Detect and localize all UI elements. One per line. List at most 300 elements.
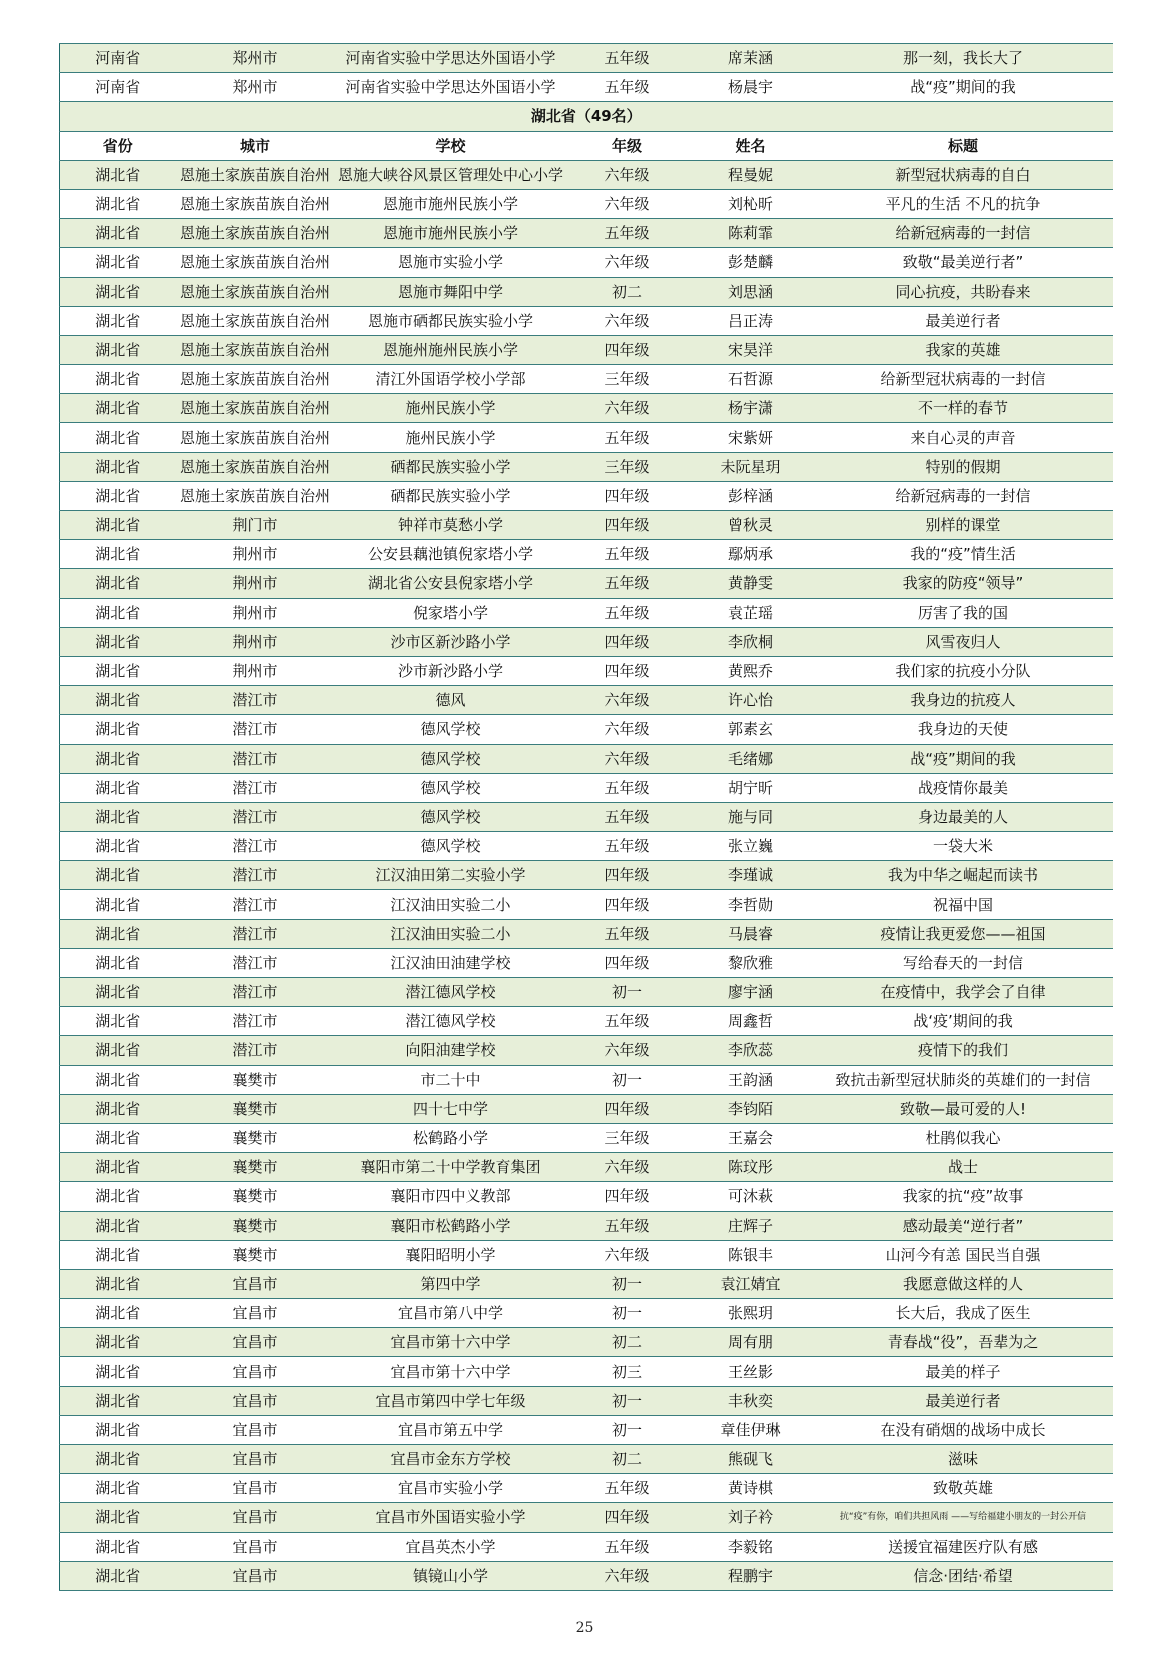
- table-cell: 在疫情中，我学会了自律: [814, 978, 1113, 1007]
- table-row: [60, 948, 1113, 977]
- table-cell: 杨宇潇: [688, 394, 814, 423]
- table-cell: 荆州市: [176, 569, 335, 598]
- table-cell: 恩施土家族苗族自治州: [176, 219, 335, 248]
- table-row: [60, 365, 1113, 394]
- table-row: [60, 1269, 1113, 1298]
- table-cell: 江汉油田第二实验小学: [335, 861, 567, 890]
- table-cell: 长大后，我成了医生: [814, 1299, 1113, 1328]
- table-cell: 湖北省: [60, 306, 176, 335]
- table-cell: 战“疫”期间的我: [814, 73, 1113, 102]
- table-cell: 初二: [567, 1328, 688, 1357]
- table-cell: 李钧陌: [688, 1094, 814, 1123]
- table-cell: 我家的抗“疫”故事: [814, 1182, 1113, 1211]
- column-header: 学校: [335, 131, 567, 160]
- table-cell: 李瑾诚: [688, 861, 814, 890]
- table-cell: 湖北省: [60, 1561, 176, 1590]
- table-cell: 恩施土家族苗族自治州: [176, 277, 335, 306]
- column-header: 省份: [60, 131, 176, 160]
- table-cell: 四年级: [567, 948, 688, 977]
- table-row: [60, 1357, 1113, 1386]
- table-cell: 镇镜山小学: [335, 1561, 567, 1590]
- table-cell: 江汉油田实验二小: [335, 890, 567, 919]
- page-number: 25: [575, 1620, 594, 1636]
- table-cell: 恩施土家族苗族自治州: [176, 335, 335, 364]
- table-cell: 恩施市实验小学: [335, 248, 567, 277]
- table-cell: 湖北省: [60, 1357, 176, 1386]
- table-cell: 写给春天的一封信: [814, 948, 1113, 977]
- table-cell: 襄阳市四中义教部: [335, 1182, 567, 1211]
- table-cell: 宜昌市: [176, 1561, 335, 1590]
- table-cell: 杨晨宇: [688, 73, 814, 102]
- table-cell: 湖北省: [60, 744, 176, 773]
- table-cell: 彭楚麟: [688, 248, 814, 277]
- table-cell: 初一: [567, 1299, 688, 1328]
- table-cell: 荆州市: [176, 540, 335, 569]
- table-cell: 彭梓涵: [688, 481, 814, 510]
- section-title: 湖北省（49名）: [60, 102, 1113, 131]
- table-cell: 襄阳昭明小学: [335, 1240, 567, 1269]
- table-cell: 施州民族小学: [335, 394, 567, 423]
- table-cell: 五年级: [567, 1007, 688, 1036]
- table-cell: 郑州市: [176, 44, 335, 73]
- table-cell: 六年级: [567, 715, 688, 744]
- table-cell: 潜江德风学校: [335, 978, 567, 1007]
- table-row: [60, 832, 1113, 861]
- table-cell: 五年级: [567, 919, 688, 948]
- table-cell: 潜江市: [176, 1007, 335, 1036]
- table-cell: 湖北省: [60, 1007, 176, 1036]
- table-row: [60, 306, 1113, 335]
- table-cell: 王嘉会: [688, 1123, 814, 1152]
- table-cell: 潜江市: [176, 890, 335, 919]
- table-row: [60, 540, 1113, 569]
- table-cell: 湖北省: [60, 1474, 176, 1503]
- table-cell: 刘杺昕: [688, 189, 814, 218]
- table-cell: 潜江市: [176, 744, 335, 773]
- table-cell: 不一样的春节: [814, 394, 1113, 423]
- table-cell: 我家的英雄: [814, 335, 1113, 364]
- table-cell: 六年级: [567, 189, 688, 218]
- table-row: [60, 423, 1113, 452]
- table-cell: 四年级: [567, 1182, 688, 1211]
- table-cell: 宜昌市: [176, 1386, 335, 1415]
- table-cell: 廖宇涵: [688, 978, 814, 1007]
- table-cell: 德风学校: [335, 832, 567, 861]
- table-cell: 未阮星玥: [688, 452, 814, 481]
- table-row: [60, 1561, 1113, 1590]
- table-cell: 四年级: [567, 861, 688, 890]
- table-row: [60, 744, 1113, 773]
- table-cell: 五年级: [567, 1211, 688, 1240]
- table-cell: 江汉油田实验二小: [335, 919, 567, 948]
- table-cell: 最美的样子: [814, 1357, 1113, 1386]
- table-cell: 潜江市: [176, 832, 335, 861]
- table-cell: 李毅铭: [688, 1532, 814, 1561]
- table-cell: 恩施州施州民族小学: [335, 335, 567, 364]
- table-row: [60, 73, 1113, 102]
- table-cell: 初一: [567, 978, 688, 1007]
- table-cell: 五年级: [567, 423, 688, 452]
- table-cell: 我身边的天使: [814, 715, 1113, 744]
- table-cell: 湖北省: [60, 686, 176, 715]
- table-cell: 程鹏宇: [688, 1561, 814, 1590]
- table-cell: 李欣桐: [688, 627, 814, 656]
- table-cell: 宜昌市: [176, 1299, 335, 1328]
- column-header: 城市: [176, 131, 335, 160]
- table-cell: 平凡的生活 不凡的抗争: [814, 189, 1113, 218]
- table-cell: 湖北省: [60, 978, 176, 1007]
- table-cell: 四年级: [567, 656, 688, 685]
- table-row: [60, 1328, 1113, 1357]
- table-row: [60, 773, 1113, 802]
- table-cell: 鄢炳承: [688, 540, 814, 569]
- table-cell: 四年级: [567, 890, 688, 919]
- table-cell: 湖北省: [60, 802, 176, 831]
- table-cell: 我身边的抗疫人: [814, 686, 1113, 715]
- table-cell: 湖北省: [60, 481, 176, 510]
- table-cell: 市二十中: [335, 1065, 567, 1094]
- table-cell: 袁江婧宜: [688, 1269, 814, 1298]
- table-cell: 潜江市: [176, 919, 335, 948]
- table-cell: 四年级: [567, 511, 688, 540]
- table-cell: 五年级: [567, 569, 688, 598]
- table-cell: 湖北省: [60, 540, 176, 569]
- table-cell: 湖北省: [60, 394, 176, 423]
- table-cell: 程曼妮: [688, 160, 814, 189]
- table-cell: 四年级: [567, 481, 688, 510]
- table-cell: 恩施市施州民族小学: [335, 219, 567, 248]
- column-header: 年级: [567, 131, 688, 160]
- table-cell: 六年级: [567, 1036, 688, 1065]
- table-row: [60, 335, 1113, 364]
- table-cell: 五年级: [567, 832, 688, 861]
- table-cell: 湖北省: [60, 160, 176, 189]
- table-cell: 祝福中国: [814, 890, 1113, 919]
- table-cell: 三年级: [567, 452, 688, 481]
- table-cell: 四年级: [567, 1503, 688, 1532]
- table-cell: 六年级: [567, 1153, 688, 1182]
- table-cell: 王韵涵: [688, 1065, 814, 1094]
- table-cell: 黎欣雅: [688, 948, 814, 977]
- table-cell: 宜昌市外国语实验小学: [335, 1503, 567, 1532]
- table-cell: 宋紫妍: [688, 423, 814, 452]
- table-cell: 倪家塔小学: [335, 598, 567, 627]
- table-row: [60, 248, 1113, 277]
- table-cell: 河南省实验中学思达外国语小学: [335, 44, 567, 73]
- table-cell: 战“疫”期间的我: [814, 744, 1113, 773]
- column-header: 标题: [814, 131, 1113, 160]
- table-cell: 三年级: [567, 365, 688, 394]
- table-cell: 恩施土家族苗族自治州: [176, 189, 335, 218]
- table-cell: 河南省: [60, 44, 176, 73]
- table-cell: 硒都民族实验小学: [335, 481, 567, 510]
- table-row: [60, 1503, 1113, 1532]
- table-cell: 五年级: [567, 219, 688, 248]
- table-cell: 宜昌市: [176, 1328, 335, 1357]
- table-cell: 可沐萩: [688, 1182, 814, 1211]
- table-cell: 松鹤路小学: [335, 1123, 567, 1152]
- table-cell: 湖北省: [60, 1094, 176, 1123]
- table-cell: 潜江市: [176, 978, 335, 1007]
- table-row: [60, 1240, 1113, 1269]
- table-cell: 湖北省: [60, 1386, 176, 1415]
- table-cell: 马晨睿: [688, 919, 814, 948]
- table-cell: 湖北省: [60, 189, 176, 218]
- table-cell: 湖北省: [60, 773, 176, 802]
- table-cell: 五年级: [567, 1532, 688, 1561]
- table-cell: 硒都民族实验小学: [335, 452, 567, 481]
- table-cell: 初二: [567, 277, 688, 306]
- table-cell: 别样的课堂: [814, 511, 1113, 540]
- table-cell: 宋昊洋: [688, 335, 814, 364]
- table-cell: 宜昌市第八中学: [335, 1299, 567, 1328]
- table-row: [60, 160, 1113, 189]
- table-cell: 宜昌市: [176, 1503, 335, 1532]
- table-cell: 恩施土家族苗族自治州: [176, 160, 335, 189]
- table-cell: 三年级: [567, 1123, 688, 1152]
- table-cell: 襄阳市松鹤路小学: [335, 1211, 567, 1240]
- table-cell: 恩施土家族苗族自治州: [176, 248, 335, 277]
- table-cell: 来自心灵的声音: [814, 423, 1113, 452]
- table-cell: 钟祥市莫愁小学: [335, 511, 567, 540]
- table-cell: 施州民族小学: [335, 423, 567, 452]
- table-cell: 湖北省: [60, 715, 176, 744]
- table-cell: 熊砚飞: [688, 1445, 814, 1474]
- table-cell: 湖北省: [60, 1123, 176, 1152]
- table-cell: 宜昌市: [176, 1357, 335, 1386]
- table-cell: 新型冠状病毒的自白: [814, 160, 1113, 189]
- table-row: [60, 1532, 1113, 1561]
- table-cell: 战疫情你最美: [814, 773, 1113, 802]
- awards-table: [59, 43, 1113, 1591]
- table-cell: 湖北省: [60, 365, 176, 394]
- table-cell: 四十七中学: [335, 1094, 567, 1123]
- table-row: [60, 1211, 1113, 1240]
- table-cell: 袁芷瑶: [688, 598, 814, 627]
- table-row: [60, 686, 1113, 715]
- table-cell: 我的“疫”情生活: [814, 540, 1113, 569]
- table-cell: 湖北省: [60, 656, 176, 685]
- table-cell: 青春战“役”，吾辈为之: [814, 1328, 1113, 1357]
- table-cell: 德风: [335, 686, 567, 715]
- table-row: [60, 1123, 1113, 1152]
- table-cell: 黄诗棋: [688, 1474, 814, 1503]
- table-cell: 宜昌市: [176, 1269, 335, 1298]
- table-cell: 山河今有恙 国民当自强: [814, 1240, 1113, 1269]
- table-cell: 五年级: [567, 773, 688, 802]
- table-cell: 给新冠病毒的一封信: [814, 481, 1113, 510]
- table-cell: 襄樊市: [176, 1211, 335, 1240]
- table-cell: 同心抗疫，共盼春来: [814, 277, 1113, 306]
- table-cell: 湖北省: [60, 1182, 176, 1211]
- table-cell: 襄樊市: [176, 1240, 335, 1269]
- table-cell: 四年级: [567, 335, 688, 364]
- table-cell: 襄阳市第二十中学教育集团: [335, 1153, 567, 1182]
- table-cell: 施与同: [688, 802, 814, 831]
- table-cell: 德风学校: [335, 744, 567, 773]
- table-cell: 陈银丰: [688, 1240, 814, 1269]
- table-cell: 湖北省: [60, 423, 176, 452]
- table-cell: 黄熙乔: [688, 656, 814, 685]
- table-cell: 襄樊市: [176, 1094, 335, 1123]
- table-cell: 送援宜福建医疗队有感: [814, 1532, 1113, 1561]
- table-cell: 疫情让我更爱您——祖国: [814, 919, 1113, 948]
- table-cell: 厉害了我的国: [814, 598, 1113, 627]
- table-row: [60, 189, 1113, 218]
- table-cell: 清江外国语学校小学部: [335, 365, 567, 394]
- table-cell: 湖北省: [60, 277, 176, 306]
- table-cell: 湖北省: [60, 335, 176, 364]
- table-cell: 恩施市施州民族小学: [335, 189, 567, 218]
- table-cell: 六年级: [567, 1561, 688, 1590]
- table-row: [60, 627, 1113, 656]
- table-cell: 特别的假期: [814, 452, 1113, 481]
- table-cell: 在没有硝烟的战场中成长: [814, 1415, 1113, 1444]
- table-cell: 初一: [567, 1065, 688, 1094]
- table-cell: 潜江市: [176, 948, 335, 977]
- table-cell: 初一: [567, 1415, 688, 1444]
- table-cell: 宜昌市第四中学七年级: [335, 1386, 567, 1415]
- table-cell: 石哲源: [688, 365, 814, 394]
- table-cell: 六年级: [567, 686, 688, 715]
- table-row: [60, 1007, 1113, 1036]
- table-cell: 风雪夜归人: [814, 627, 1113, 656]
- table-cell: 恩施土家族苗族自治州: [176, 452, 335, 481]
- table-row: [60, 481, 1113, 510]
- table-cell: 恩施市硒都民族实验小学: [335, 306, 567, 335]
- table-row: [60, 452, 1113, 481]
- table-cell: 宜昌英杰小学: [335, 1532, 567, 1561]
- table-cell: 许心怡: [688, 686, 814, 715]
- table-cell: 湖北省: [60, 1269, 176, 1298]
- table-row: [60, 656, 1113, 685]
- table-cell: 周有朋: [688, 1328, 814, 1357]
- table-row: [60, 1153, 1113, 1182]
- table-cell: 恩施土家族苗族自治州: [176, 481, 335, 510]
- table-cell: 宜昌市第五中学: [335, 1415, 567, 1444]
- table-cell: 湖北省: [60, 832, 176, 861]
- table-cell: 公安县藕池镇倪家塔小学: [335, 540, 567, 569]
- table-cell: 湖北省: [60, 598, 176, 627]
- table-cell: 五年级: [567, 540, 688, 569]
- table-cell: 湖北省: [60, 1328, 176, 1357]
- table-cell: 战‘疫’期间的我: [814, 1007, 1113, 1036]
- table-row: [60, 978, 1113, 1007]
- table-cell: 德风学校: [335, 715, 567, 744]
- table-cell: 恩施土家族苗族自治州: [176, 365, 335, 394]
- table-cell: 河南省: [60, 73, 176, 102]
- table-cell: 给新冠病毒的一封信: [814, 219, 1113, 248]
- table-cell: 杜鹃似我心: [814, 1123, 1113, 1152]
- table-row: [60, 1065, 1113, 1094]
- table-cell: 潜江市: [176, 715, 335, 744]
- table-cell: 五年级: [567, 802, 688, 831]
- table-cell: 湖北省: [60, 511, 176, 540]
- table-row: [60, 277, 1113, 306]
- table-cell: 庄辉子: [688, 1211, 814, 1240]
- table-row: [60, 715, 1113, 744]
- table-row: [60, 1299, 1113, 1328]
- table-cell: 张立巍: [688, 832, 814, 861]
- table-row: [60, 394, 1113, 423]
- table-cell: 陈莉霏: [688, 219, 814, 248]
- table-cell: 沙市新沙路小学: [335, 656, 567, 685]
- table-row: [60, 598, 1113, 627]
- table-cell: 湖北省: [60, 627, 176, 656]
- table-row: [60, 1094, 1113, 1123]
- table-cell: 黄静雯: [688, 569, 814, 598]
- table-row: [60, 219, 1113, 248]
- table-cell: 曾秋灵: [688, 511, 814, 540]
- table-cell: 襄樊市: [176, 1123, 335, 1152]
- table-cell: 给新型冠状病毒的一封信: [814, 365, 1113, 394]
- table-row: [60, 44, 1113, 73]
- table-cell: 李欣蕊: [688, 1036, 814, 1065]
- table-cell: 宜昌市金东方学校: [335, 1445, 567, 1474]
- table-cell: 湖北省: [60, 919, 176, 948]
- column-header-row: [60, 131, 1113, 160]
- table-row: [60, 1182, 1113, 1211]
- table-cell: 沙市区新沙路小学: [335, 627, 567, 656]
- table-cell: 潜江市: [176, 861, 335, 890]
- table-cell: 向阳油建学校: [335, 1036, 567, 1065]
- table-row: [60, 802, 1113, 831]
- table-cell: 湖北省: [60, 1240, 176, 1269]
- table-cell: 湖北省: [60, 861, 176, 890]
- table-row: [60, 569, 1113, 598]
- table-cell: 宜昌市: [176, 1532, 335, 1561]
- table-cell: 五年级: [567, 598, 688, 627]
- table-cell: 我们家的抗疫小分队: [814, 656, 1113, 685]
- table-cell: 襄樊市: [176, 1153, 335, 1182]
- table-cell: 湖北省: [60, 1503, 176, 1532]
- table-cell: 潜江市: [176, 686, 335, 715]
- table-cell: 襄樊市: [176, 1182, 335, 1211]
- table-cell: 德风学校: [335, 802, 567, 831]
- table-cell: 湖北省: [60, 248, 176, 277]
- table-row: [60, 890, 1113, 919]
- table-cell: 疫情下的我们: [814, 1036, 1113, 1065]
- table-cell: 恩施土家族苗族自治州: [176, 306, 335, 335]
- table-cell: 潜江德风学校: [335, 1007, 567, 1036]
- table-cell: 信念·团结·希望: [814, 1561, 1113, 1590]
- table-cell: 湖北省: [60, 1299, 176, 1328]
- table-cell: 战士: [814, 1153, 1113, 1182]
- table-cell: 宜昌市: [176, 1415, 335, 1444]
- table-cell: 我愿意做这样的人: [814, 1269, 1113, 1298]
- table-cell: 德风学校: [335, 773, 567, 802]
- table-cell: 恩施土家族苗族自治州: [176, 394, 335, 423]
- table-cell: 襄樊市: [176, 1065, 335, 1094]
- table-cell: 吕正涛: [688, 306, 814, 335]
- table-cell: 湖北省: [60, 890, 176, 919]
- table-cell: 潜江市: [176, 802, 335, 831]
- table-cell: 郭素玄: [688, 715, 814, 744]
- table-row: [60, 1036, 1113, 1065]
- table-cell: 初二: [567, 1445, 688, 1474]
- table-cell: 身边最美的人: [814, 802, 1113, 831]
- table-cell: 恩施大峡谷风景区管理处中心小学: [335, 160, 567, 189]
- table-cell: 荆州市: [176, 656, 335, 685]
- table-cell: 荆州市: [176, 598, 335, 627]
- table-cell: 湖北省: [60, 948, 176, 977]
- table-cell: 六年级: [567, 248, 688, 277]
- table-row: [60, 919, 1113, 948]
- table-row: [60, 861, 1113, 890]
- table-cell: 六年级: [567, 160, 688, 189]
- table-cell: 潜江市: [176, 773, 335, 802]
- table-cell: 胡宁昕: [688, 773, 814, 802]
